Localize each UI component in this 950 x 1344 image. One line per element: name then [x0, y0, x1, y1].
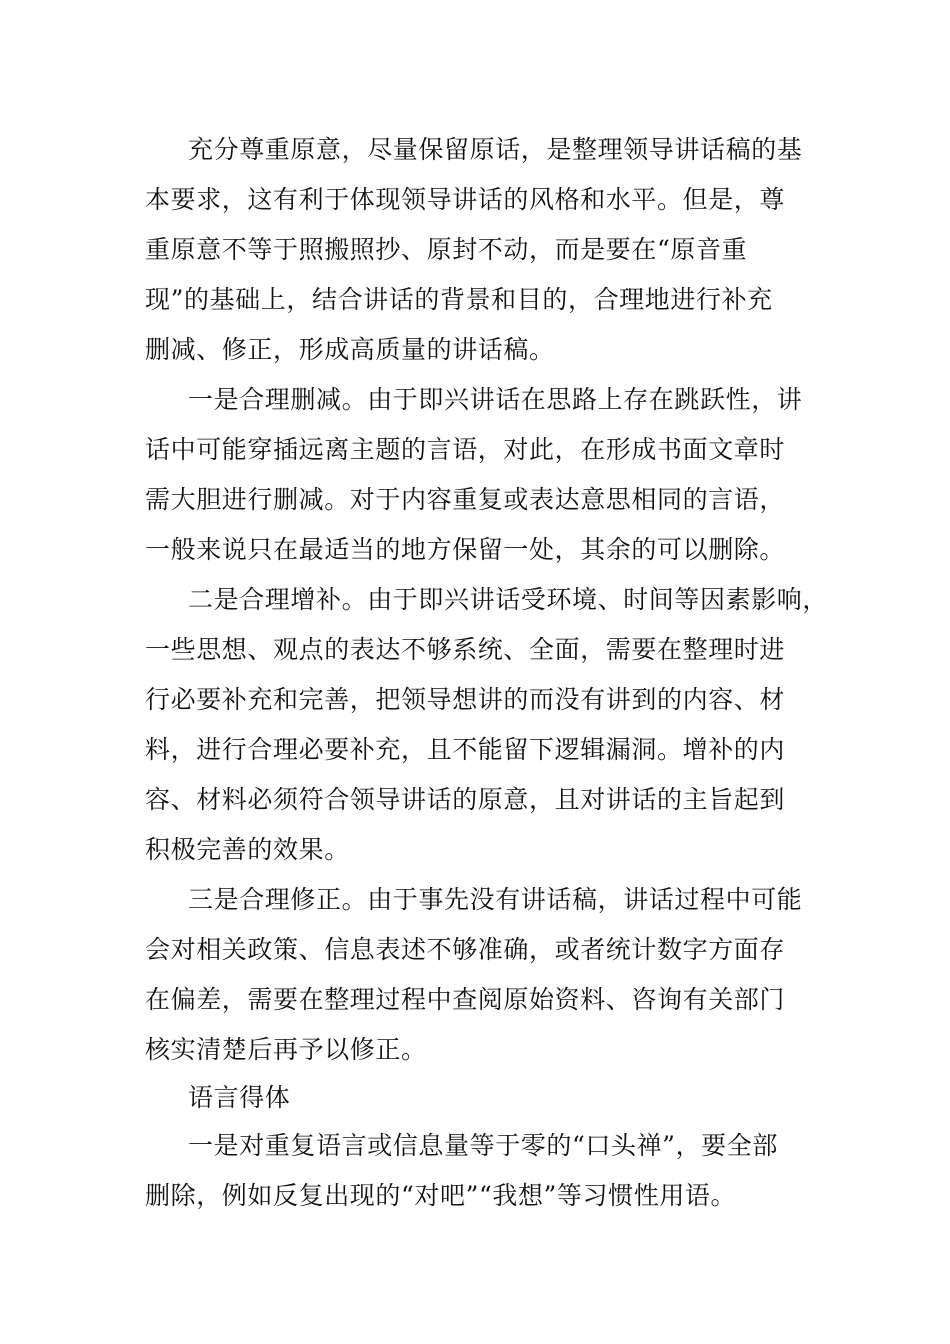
text-line: 充分尊重原意，尽量保留原话，是整理领导讲话稿的基 — [188, 135, 803, 164]
text-line: 三是合理修正。由于事先没有讲话稿，讲话过程中可能 — [188, 885, 803, 914]
text-line: 在偏差，需要在整理过程中查阅原始资料、咨询有关部门 — [145, 985, 786, 1014]
text-line: 二是合理增补。由于即兴讲话受环境、时间等因素影响， — [188, 585, 829, 614]
text-line: 本要求，这有利于体现领导讲话的风格和水平。但是，尊 — [145, 185, 786, 214]
text-line: 删除，例如反复出现的“对吧”“我想”等习惯性用语。 — [145, 1181, 737, 1210]
text-line: 料，进行合理必要补充，且不能留下逻辑漏洞。增补的内 — [145, 735, 786, 764]
text-line: 删减、修正，形成高质量的讲话稿。 — [145, 335, 555, 364]
text-line: 重原意不等于照搬照抄、原封不动，而是要在“原音重 — [145, 235, 748, 264]
text-line: 行必要补充和完善，把领导想讲的而没有讲到的内容、材 — [145, 685, 786, 714]
text-line: 话中可能穿插远离主题的言语，对此，在形成书面文章时 — [145, 435, 786, 464]
text-line: 核实清楚后再予以修正。 — [145, 1035, 427, 1064]
text-line: 现”的基础上，结合讲话的背景和目的，合理地进行补充 — [145, 285, 773, 314]
text-line: 需大胆进行删减。对于内容重复或表达意思相同的言语， — [145, 485, 786, 514]
text-line: 一些思想、观点的表达不够系统、全面，需要在整理时进 — [145, 635, 786, 664]
text-line: 积极完善的效果。 — [145, 835, 350, 864]
section-heading: 语言得体 — [188, 1083, 291, 1112]
text-line: 一般来说只在最适当的地方保留一处，其余的可以删除。 — [145, 535, 786, 564]
text-line: 容、材料必须符合领导讲话的原意，且对讲话的主旨起到 — [145, 785, 786, 814]
text-line: 会对相关政策、信息表述不够准确，或者统计数字方面存 — [145, 935, 786, 964]
text-line: 一是对重复语言或信息量等于零的“口头禅”，要全部 — [188, 1131, 778, 1160]
text-line: 一是合理删减。由于即兴讲话在思路上存在跳跃性，讲 — [188, 385, 803, 414]
